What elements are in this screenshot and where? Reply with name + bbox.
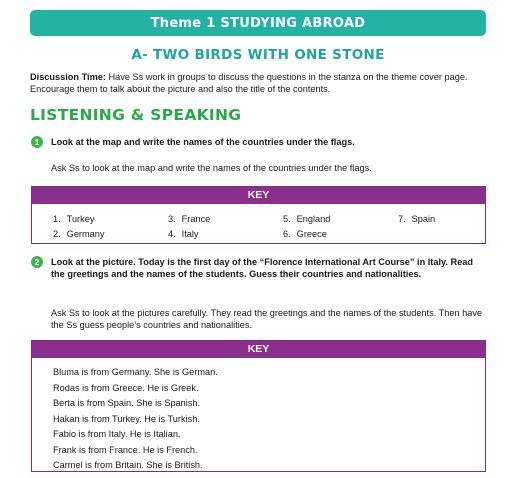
key-item-text: England — [296, 214, 331, 224]
theme-banner — [30, 10, 486, 36]
key-item — [283, 229, 327, 239]
task1-title: Look at the map and write the names of the countries under the flags. — [51, 137, 355, 147]
key-line: Frank is from France. He is French. — [53, 444, 198, 455]
task2-number: 2 — [34, 257, 40, 267]
discussion-paragraph — [30, 71, 490, 95]
key-line: Rodas is from Greece. He is Greek. — [53, 382, 199, 393]
theme-banner-text: Theme 1 STUDYING ABROAD — [150, 15, 366, 31]
key-line: Fabio is from Italy. He is Italian. — [53, 429, 181, 439]
task2-key-box — [31, 340, 486, 472]
key-item — [168, 214, 210, 224]
key-item-text: Italy — [181, 229, 199, 239]
listening-speaking-heading: LISTENING & SPEAKING — [30, 106, 242, 124]
task1-number: 1 — [34, 137, 40, 147]
task-number-icon — [31, 136, 43, 148]
task1-instruction: Ask Ss to look at the map and write the names of the countries under the flags. — [51, 163, 372, 173]
key-item-number: 7. — [398, 214, 406, 224]
key-item-number: 1. — [53, 214, 61, 224]
key-item — [53, 229, 104, 239]
key-header: KEY — [32, 187, 485, 204]
key-line: Berta is from Spain. She is Spanish. — [53, 398, 201, 408]
key-item-number: 3. — [168, 214, 176, 224]
key-item — [53, 214, 94, 224]
key-header: KEY — [32, 341, 485, 358]
key-item — [283, 214, 330, 224]
key-item-text: Spain — [411, 214, 436, 224]
discussion-label: Discussion Time: — [30, 72, 106, 82]
key-item-text: France — [181, 214, 211, 224]
task1-key-box — [31, 186, 486, 244]
section-title: A- TWO BIRDS WITH ONE STONE — [131, 47, 385, 63]
key-grid — [32, 204, 485, 245]
discussion-text: Have Ss work in groups to discuss the questions in the stanza on the theme cover page. Encourage them to talk about the picture and also the title of the contents. — [30, 72, 468, 94]
key-item-text: Turkey — [66, 214, 95, 224]
key-line: Hakan is from Turkey. He is Turkish. — [53, 413, 200, 424]
key-item-number: 5. — [283, 214, 291, 224]
key-item-number: 4. — [168, 229, 176, 239]
task2-title: Look at the picture. Today is the first day of the “Florence International Art Course” in Italy. Read the greetings and the names of the students. Guess their countries and nationalities. — [51, 257, 474, 279]
key-item-number: 2. — [53, 229, 61, 239]
task-number-icon — [31, 256, 43, 268]
key-item-number: 6. — [283, 229, 291, 239]
key-item — [168, 229, 199, 239]
key-item-text: Greece — [296, 229, 327, 239]
task2-instruction: Ask Ss to look at the pictures carefully. They read the greetings and the names of the students. Then have the Ss guess people’s countries and nationalities. — [51, 308, 483, 330]
key-line: Bluma is from Germany. She is German. — [53, 367, 218, 377]
key-item-text: Germany — [66, 229, 105, 239]
key-list — [32, 358, 485, 474]
key-item — [398, 214, 435, 224]
key-line: Carmel is from Britain. She is British. — [53, 460, 203, 470]
